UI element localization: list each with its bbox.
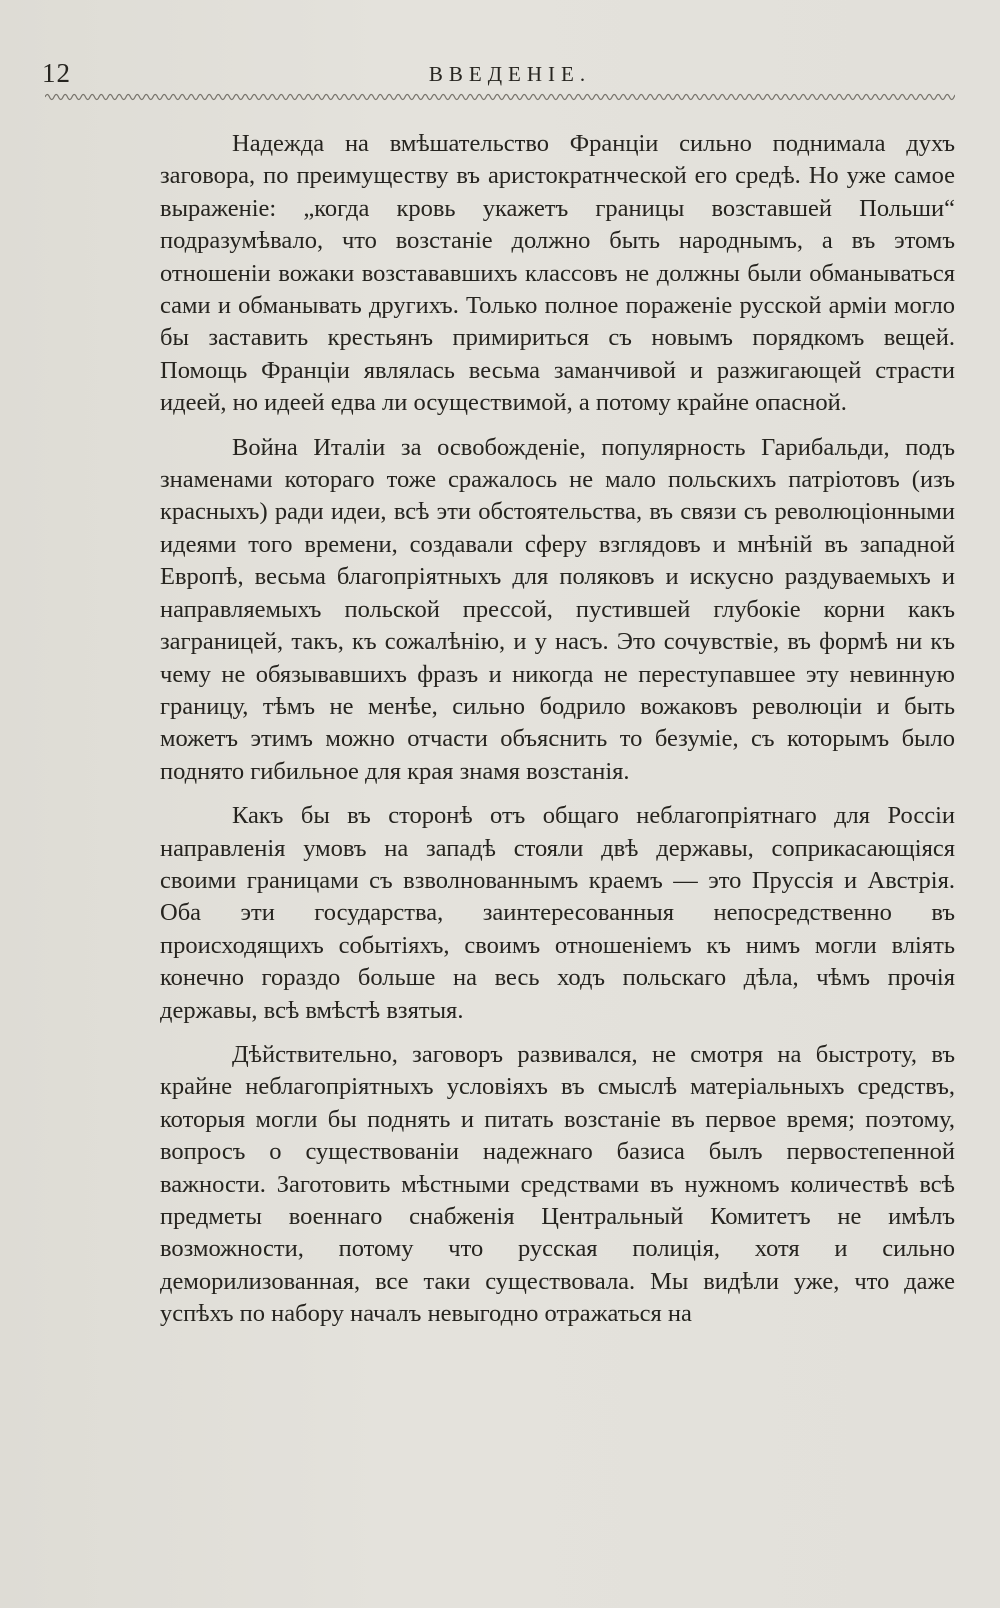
paragraph-1: Надежда на вмѣшательство Франціи сильно поднимала духъ заговора, по преимуществу въ аристократнческой его средѣ. Но уже самое выраженіе: „когда кровь укажетъ границы возставшей Польши“ подразумѣвало, что возстаніе должно быть народнымъ, а въ этомъ отношеніи вожаки возстававшихъ классовъ не должны были обманываться сами и обманывать другихъ. Только полное пораженіе русской арміи могло бы заставить крестьянъ примириться съ новымъ порядкомъ вещей. Помощь Франціи являлась весьма заманчивой и разжигающей страсти идеей, но идеей едва ли осуществимой, а потому крайне опасной. [160,130,955,417]
page-number: 12 [42,58,71,88]
wavy-header-rule [45,90,955,104]
paragraph-3: Какъ бы въ сторонѣ отъ общаго неблагопріятнаго для Россіи направленія умовъ на западѣ стояли двѣ державы, соприкасающіяся своими границами съ взволнованнымъ краемъ — это Пруссія и Австрія. Оба эти государства, заинтересованныя непосредственно въ происходящихъ событіяхъ, своимъ отношеніемъ къ нимъ могли вліять конечно гораздо больше на весь ходъ польскаго дѣла, чѣмъ прочія державы, всѣ вмѣстѣ взятыя. [160,802,955,1024]
body-text [160,128,955,1331]
paragraph-2: Война Италіи за освобожденіе, популярность Гарибальди, подъ знаменами котораго тоже сражалось не мало польскихъ патріотовъ (изъ красныхъ) ради идеи, всѣ эти обстоятельства, въ связи съ революціонными идеями того времени, создавали сферу взглядовъ и мнѣній въ западной Европѣ, весьма благопріятныхъ для поляковъ и искусно раздуваемыхъ и направляемыхъ польской прессой, пустившей глубокіе корни какъ заграницей, такъ, къ сожалѣнію, и у насъ. Это сочувствіе, въ формѣ ни къ чему не обязывавшихъ фразъ и никогда не переступавшее эту невинную границу, тѣмъ не менѣе, сильно бодрило вожаковъ революціи и быть можетъ этимъ можно отчасти объяснить то безуміе, съ которымъ было поднято гибильное для края знамя возстанія. [160,433,955,785]
running-head-title: ВВЕДЕНІЕ. [428,62,592,86]
paragraph-4: Дѣйствительно, заговоръ развивался, не смотря на быстроту, въ крайне неблагопріятныхъ условіяхъ въ смыслѣ матеріальныхъ средствъ, которыя могли бы поднять и питать возстаніе въ первое время; поэтому, вопросъ о существованіи надежнаго базиса былъ первостепенной важности. Заготовить мѣстными средствами въ нужномъ количествѣ всѣ предметы военнаго снабженія Центральный Комитетъ не имѣлъ возможности, потому что русская полиція, хотя и сильно деморилизованная, все таки существовала. Мы видѣли уже, что даже успѣхъ по набору началъ невыгодно отражаться на [160,1040,955,1328]
